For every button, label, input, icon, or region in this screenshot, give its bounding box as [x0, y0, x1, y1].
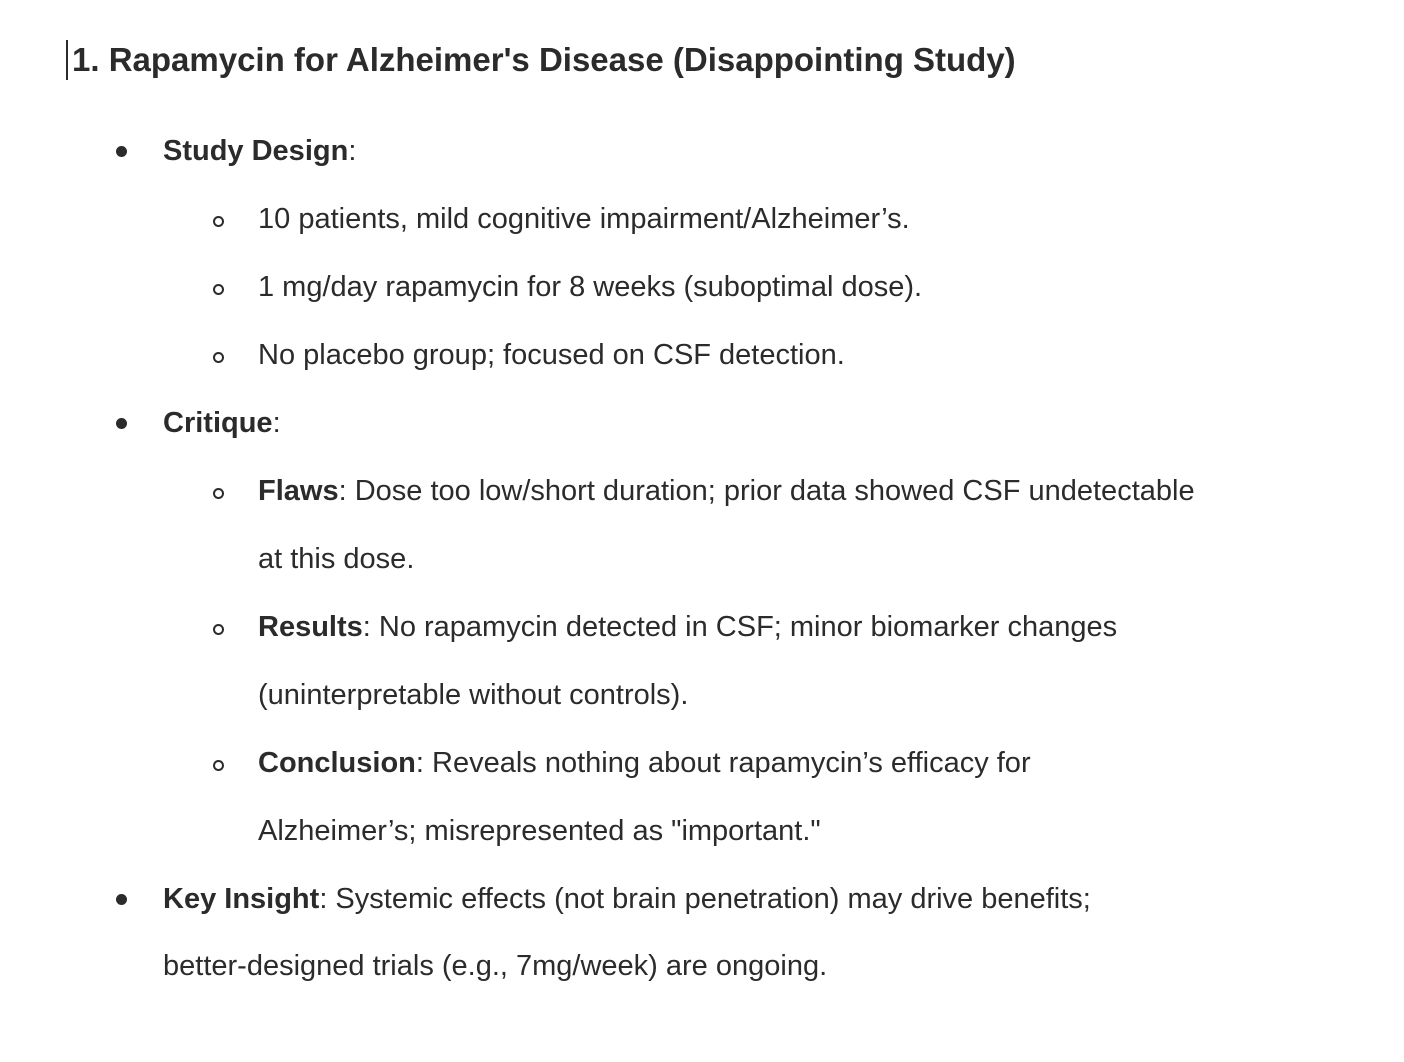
key-insight-line-2: better-designed trials (e.g., 7mg/week) are ongoing. — [163, 950, 828, 982]
key-insight-text: : Systemic effects (not brain penetration) may drive benefits; — [319, 883, 1091, 915]
results-text: : No rapamycin detected in CSF; minor biomarker changes — [362, 611, 1118, 643]
hollow-bullet-icon — [213, 488, 224, 499]
flaws-label: Flaws — [258, 475, 339, 507]
flaws-line-1 — [258, 471, 1195, 511]
conclusion-line-1 — [258, 743, 1031, 783]
flaws-line-2: at this dose. — [258, 543, 415, 575]
results-label: Results — [258, 611, 363, 643]
study-design-label: Study Design — [163, 135, 349, 167]
bullet-icon — [116, 894, 127, 905]
text-cursor — [66, 40, 68, 80]
study-design-item-1: 10 patients, mild cognitive impairment/Alzheimer’s. — [258, 203, 910, 235]
study-design-item-2: 1 mg/day rapamycin for 8 weeks (suboptimal dose). — [258, 271, 923, 303]
critique-label: Critique — [163, 407, 273, 439]
hollow-bullet-icon — [213, 760, 224, 771]
results-line-1 — [258, 607, 1117, 647]
bullet-icon — [116, 146, 127, 157]
conclusion-line-2: Alzheimer’s; misrepresented as "important." — [258, 815, 821, 847]
bullet-icon — [116, 418, 127, 429]
study-design-line — [163, 131, 356, 171]
study-design-item-3: No placebo group; focused on CSF detection. — [258, 339, 845, 371]
critique-line — [163, 403, 281, 443]
critique-suffix: : — [272, 407, 281, 439]
conclusion-text: : Reveals nothing about rapamycin’s efficacy for — [415, 747, 1031, 779]
key-insight-label: Key Insight — [163, 883, 320, 915]
section-heading: 1. Rapamycin for Alzheimer's Disease (Disappointing Study) — [72, 41, 1016, 78]
hollow-bullet-icon — [213, 624, 224, 635]
key-insight-line-1 — [163, 879, 1091, 919]
hollow-bullet-icon — [213, 352, 224, 363]
results-line-2: (uninterpretable without controls). — [258, 679, 689, 711]
hollow-bullet-icon — [213, 284, 224, 295]
hollow-bullet-icon — [213, 216, 224, 227]
conclusion-label: Conclusion — [258, 747, 416, 779]
flaws-text: : Dose too low/short duration; prior data showed CSF undetectable — [338, 475, 1195, 507]
study-design-suffix: : — [348, 135, 357, 167]
